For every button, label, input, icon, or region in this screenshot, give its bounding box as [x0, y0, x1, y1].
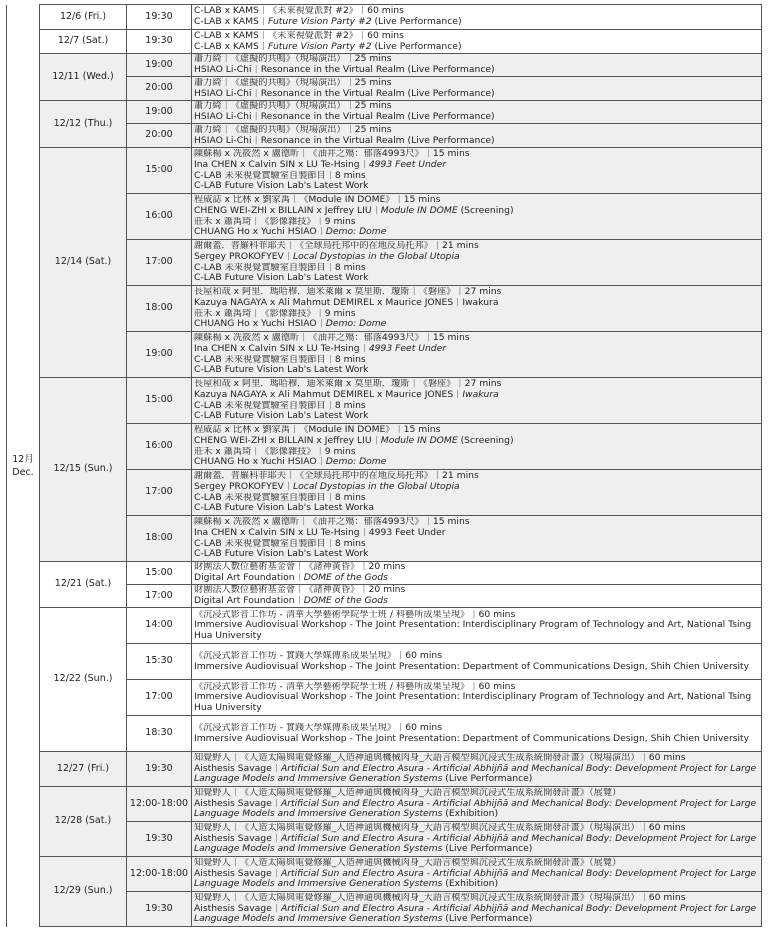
program-description	[192, 124, 762, 148]
program-title-italic: Artificial Sun and Electro Asura - Artificial Abhijñā and Mechanical Body: Development Project for Large	[280, 833, 757, 844]
program-text: C-LAB Future Vision Lab's Latest Work	[194, 549, 369, 560]
program-text: Kazuya NAGAYA x Ali Mahmut DEMIREL x Maurice JONES｜	[194, 389, 463, 400]
program-line	[194, 149, 759, 160]
program-line	[194, 411, 759, 422]
program-text: CHUANG Ho x Yuchi HSIAO｜	[194, 319, 326, 330]
program-line	[194, 101, 759, 112]
program-description	[192, 680, 762, 716]
time-cell: 17:00	[127, 240, 192, 286]
program-title-italic: Language Models and Immersive Generation Systems	[194, 844, 443, 855]
time-cell: 18:30	[127, 716, 192, 752]
program-description	[192, 752, 762, 787]
schedule-row	[7, 787, 762, 822]
schedule-row	[7, 30, 762, 54]
schedule-row	[7, 857, 762, 892]
program-text: CHENG WEI-ZHI x BILLAIN x Jeffrey LIU｜	[194, 205, 381, 216]
program-title-italic: Module IN DOME	[380, 435, 458, 446]
program-line	[194, 493, 759, 504]
program-line	[194, 273, 759, 284]
program-text: 程威誌 x 比林 x 劉家禹｜《Module IN DOME》｜15 mins	[194, 195, 441, 206]
time-cell: 15:00	[127, 562, 192, 585]
program-text: Digital Art Foundation｜	[194, 573, 304, 583]
program-line	[194, 379, 759, 390]
time-cell: 20:00	[127, 124, 192, 148]
program-text: HSIAO Li-Chi｜Resonance in the Virtual Realm (Live Performance)	[194, 88, 495, 99]
program-line	[194, 89, 759, 100]
program-line	[194, 620, 759, 641]
program-line	[194, 834, 759, 845]
program-description	[192, 787, 762, 822]
program-line	[194, 195, 759, 206]
program-text: C-LAB Future Vision Lab's Latest Work	[194, 273, 369, 284]
program-title-italic: Demo: Dome	[325, 319, 387, 330]
program-text: Aisthesis Savage｜	[194, 833, 281, 844]
program-line	[194, 893, 759, 904]
program-text: 莊禾 x 蕭禹琦｜《影像雜技》｜9 mins	[194, 216, 356, 227]
program-text: 《沉浸式影音工作坊 - 實踐大學媒傳系成果呈現》｜60 mins	[194, 650, 443, 661]
program-title-italic: Demo: Dome	[325, 457, 387, 468]
schedule-row	[7, 752, 762, 787]
program-text: 《沉浸式影音工作坊 - 清華大學藝術學院學士班 / 科藝所成果呈現》｜60 mins	[194, 609, 516, 620]
program-description	[192, 585, 762, 608]
program-text: 知覺野人｜《人造太陽與電覺修羅_人造神通與機械肉身_大語言模型與沉浸式生成系統開發計畫》（現場演出）｜60 mins	[194, 893, 686, 904]
time-cell: 15:00	[127, 378, 192, 424]
program-text: 長屋和哉 x 阿里．瑪哈穆．迪米萊爾 x 莫里斯．瓊斯｜《磐座》｜27 mins	[194, 287, 502, 298]
program-line	[194, 788, 759, 799]
program-line	[194, 206, 759, 217]
time-cell: 19:30	[127, 822, 192, 857]
schedule-row	[7, 378, 762, 424]
program-title-italic: 4993 Feet Under	[368, 343, 447, 354]
program-text: 財團法人數位藝術基金會｜《諸神黃昏》｜20 mins	[194, 585, 406, 596]
program-text: C-LAB 未來視覺實驗室自製節目｜8 mins	[194, 538, 366, 549]
program-text: C-LAB 未來視覺實驗室自製節目｜8 mins	[194, 492, 366, 503]
time-cell: 18:00	[127, 516, 192, 562]
program-line	[194, 651, 759, 662]
schedule-row	[7, 101, 762, 124]
program-text: Ina CHEN x Calvin SIN x LU Te-Hsing｜	[194, 343, 369, 354]
program-text: C-LAB Future Vision Lab's Latest Work	[194, 365, 369, 376]
program-text: (Screening)	[457, 205, 514, 216]
program-title-italic: Iwakura	[462, 389, 499, 400]
program-line	[194, 879, 759, 890]
program-line	[194, 471, 759, 482]
program-text: 知覺野人｜《人造太陽與電覺修羅_人造神通與機械肉身_大語言模型與沉浸式生成系統開發計畫》（展覽）	[194, 858, 622, 869]
program-text: C-LAB x KAMS｜《未來視覺派對 #2》｜60 mins	[194, 30, 404, 41]
program-line	[194, 252, 759, 263]
schedule-row	[7, 148, 762, 194]
program-description	[192, 5, 762, 30]
program-text: 謝爾蓋．普羅科菲耶夫｜《全球烏托邦中的在地反烏托邦》｜21 mins	[194, 471, 479, 482]
program-title-italic: Future Vision Party #2	[268, 17, 372, 27]
month-label-en: Dec.	[12, 466, 34, 478]
program-text: 知覺野人｜《人造太陽與電覺修羅_人造神通與機械肉身_大語言模型與沉浸式生成系統開發計畫》（展覽）	[194, 788, 622, 799]
program-line	[194, 692, 759, 713]
program-line	[194, 136, 759, 147]
date-cell: 12/12 (Thu.)	[40, 101, 127, 148]
program-line	[194, 764, 759, 775]
program-line	[194, 365, 759, 376]
time-cell: 15:00	[127, 148, 192, 194]
program-description	[192, 892, 762, 927]
program-line	[194, 482, 759, 493]
program-title-italic: Local Dystopias in the Global Utopia	[293, 481, 460, 492]
program-text: (Exhibition)	[442, 809, 499, 820]
program-line	[194, 447, 759, 458]
program-text: Kazuya NAGAYA x Ali Mahmut DEMIREL x Maurice JONES｜Iwakura	[194, 297, 499, 308]
program-line	[194, 401, 759, 412]
program-title-italic: Language Models and Immersive Generation Systems	[194, 914, 443, 925]
program-line	[194, 241, 759, 252]
program-text: HSIAO Li-Chi｜Resonance in the Virtual Realm (Live Performance)	[194, 65, 495, 75]
time-cell: 14:00	[127, 608, 192, 644]
program-text: 陳蘇楊 x 冼筱然 x 盧德昕｜《油井之殤：郁落4993尺》｜15 mins	[194, 517, 470, 528]
program-line	[194, 734, 759, 745]
program-text: CHUANG Ho x Yuchi HSIAO｜	[194, 457, 326, 468]
program-text: Immersive Audiovisual Workshop - The Joint Presentation: Interdisciplinary Program of Technology and Art, National Tsing Hua University	[194, 692, 752, 713]
date-cell: 12/22 (Sun.)	[40, 608, 127, 752]
time-cell: 17:00	[127, 680, 192, 716]
program-line	[194, 610, 759, 621]
program-text: 知覺野人｜《人造太陽與電覺修羅_人造神通與機械肉身_大語言模型與沉浸式生成系統開發計畫》（現場演出）｜60 mins	[194, 753, 686, 764]
program-description	[192, 30, 762, 54]
program-line	[194, 549, 759, 560]
program-text: CHUANG Ho x Yuchi HSIAO｜	[194, 227, 326, 238]
program-description	[192, 516, 762, 562]
program-description	[192, 470, 762, 516]
program-text: 長屋和哉 x 阿里．瑪哈穆．迪米萊爾 x 莫里斯．瓊斯｜《磐座》｜27 mins	[194, 379, 502, 390]
time-cell: 19:30	[127, 892, 192, 927]
program-line	[194, 585, 759, 596]
program-title-italic: Language Models and Immersive Generation Systems	[194, 879, 443, 890]
program-line	[194, 457, 759, 468]
program-text: 謝爾蓋．普羅科菲耶夫｜《全球烏托邦中的在地反烏托邦》｜21 mins	[194, 241, 479, 252]
program-text: C-LAB 未來視覺實驗室自製節目｜8 mins	[194, 170, 366, 181]
program-text: (Screening)	[457, 435, 514, 446]
program-text: CHENG WEI-ZHI x BILLAIN x Jeffrey LIU｜	[194, 435, 381, 446]
program-line	[194, 528, 759, 539]
program-title-italic: Language Models and Immersive Generation Systems	[194, 774, 443, 785]
date-cell: 12/15 (Sun.)	[40, 378, 127, 562]
program-line	[194, 112, 759, 123]
program-text: C-LAB 未來視覺實驗室自製節目｜8 mins	[194, 354, 366, 365]
program-text: C-LAB Future Vision Lab's Latest Work	[194, 181, 369, 192]
program-text: C-LAB 未來視覺實驗室自製節目｜8 mins	[194, 400, 366, 411]
program-title-italic: Artificial Sun and Electro Asura - Artificial Abhijñā and Mechanical Body: Development Project for Large	[280, 868, 757, 879]
month-cell	[7, 5, 40, 927]
program-line	[194, 54, 759, 65]
program-text: 蕭力綺｜《虛擬的共鳴》（現場演出）｜25 mins	[194, 54, 392, 65]
program-text: Immersive Audiovisual Workshop - The Joint Presentation: Department of Communications Design, Shih Chien University	[194, 661, 750, 672]
program-line	[194, 355, 759, 366]
program-text: 知覺野人｜《人造太陽與電覺修羅_人造神通與機械肉身_大語言模型與沉浸式生成系統開發計畫》（現場演出）｜60 mins	[194, 823, 686, 834]
program-line	[194, 809, 759, 820]
program-title-italic: Local Dystopias in the Global Utopia	[293, 251, 460, 262]
program-text: 《沉浸式影音工作坊 - 實踐大學媒傳系成果呈現》｜60 mins	[194, 722, 443, 733]
program-description	[192, 644, 762, 680]
time-cell: 18:00	[127, 286, 192, 332]
program-line	[194, 319, 759, 330]
program-description	[192, 716, 762, 752]
program-text: Aisthesis Savage｜	[194, 903, 281, 914]
program-text: 陳蘇楊 x 冼筱然 x 盧德昕｜《油井之殤：郁落4993尺》｜15 mins	[194, 333, 470, 344]
program-text: 陳蘇楊 x 冼筱然 x 盧德昕｜《油井之殤：郁落4993尺》｜15 mins	[194, 149, 470, 160]
program-text: C-LAB x KAMS｜	[194, 41, 269, 52]
program-line	[194, 436, 759, 447]
time-cell: 12:00-18:00	[127, 857, 192, 892]
time-cell: 19:30	[127, 30, 192, 54]
program-text: Ina CHEN x Calvin SIN x LU Te-Hsing｜4993 Feet Under	[194, 527, 446, 538]
program-line	[194, 344, 759, 355]
program-text: (Live Performance)	[442, 774, 533, 785]
program-text: Immersive Audiovisual Workshop - The Joint Presentation: Interdisciplinary Program of Technology and Art, National Tsing Hua University	[194, 620, 752, 641]
date-cell: 12/11 (Wed.)	[40, 54, 127, 101]
schedule-table	[6, 4, 762, 927]
month-label-zh: 12月	[12, 453, 34, 465]
time-cell: 19:00	[127, 332, 192, 378]
program-text: 《沉浸式影音工作坊 - 清華大學藝術學院學士班 / 科藝所成果呈現》｜60 mins	[194, 681, 516, 692]
time-cell: 12:00-18:00	[127, 787, 192, 822]
program-line	[194, 217, 759, 228]
program-title-italic: Future Vision Party #2	[268, 41, 372, 52]
schedule-row	[7, 54, 762, 77]
program-description	[192, 148, 762, 194]
program-line	[194, 17, 759, 28]
program-title-italic: DOME of the Gods	[303, 573, 388, 583]
program-text: (Live Performance)	[442, 914, 533, 925]
program-text: 財團法人數位藝術基金會｜《諸神黃昏》｜20 mins	[194, 562, 406, 573]
program-text: (Exhibition)	[442, 879, 499, 890]
program-text: 莊禾 x 蕭禹琦｜《影像雜技》｜9 mins	[194, 446, 356, 457]
program-line	[194, 171, 759, 182]
program-title-italic: 4993 Feet Under	[368, 159, 447, 170]
program-line	[194, 723, 759, 734]
program-title-italic: Demo: Dome	[325, 227, 387, 238]
program-line	[194, 287, 759, 298]
time-cell: 20:00	[127, 77, 192, 101]
program-text: HSIAO Li-Chi｜Resonance in the Virtual Realm (Live Performance)	[194, 135, 495, 146]
program-text: Aisthesis Savage｜	[194, 868, 281, 879]
program-line	[194, 160, 759, 171]
date-cell: 12/27 (Fri.)	[40, 752, 127, 787]
program-text: 蕭力綺｜《虛擬的共鳴》（現場演出）｜25 mins	[194, 124, 392, 135]
program-line	[194, 904, 759, 915]
program-description	[192, 857, 762, 892]
time-cell: 19:00	[127, 54, 192, 77]
program-text: 程威誌 x 比林 x 劉家禹｜《Module IN DOME》｜15 mins	[194, 425, 441, 436]
date-cell: 12/29 (Sun.)	[40, 857, 127, 927]
program-line	[194, 517, 759, 528]
program-title-italic: Artificial Sun and Electro Asura - Artificial Abhijñā and Mechanical Body: Development Project for Large	[280, 763, 757, 774]
program-text: Sergey PROKOFYEV｜	[194, 251, 294, 262]
program-text: 莊禾 x 蕭禹琦｜《影像雜技》｜9 mins	[194, 308, 356, 319]
program-text: (Live Performance)	[371, 41, 462, 52]
program-line	[194, 596, 759, 607]
program-line	[194, 503, 759, 514]
program-line	[194, 390, 759, 401]
schedule-row	[7, 5, 762, 30]
program-line	[194, 844, 759, 855]
program-description	[192, 332, 762, 378]
program-line	[194, 309, 759, 320]
program-title-italic: Artificial Sun and Electro Asura - Artificial Abhijñā and Mechanical Body: Development Project for Large	[280, 798, 757, 809]
schedule-row	[7, 608, 762, 644]
program-text: 蕭力綺｜《虛擬的共鳴》（現場演出）｜25 mins	[194, 77, 392, 88]
program-text: HSIAO Li-Chi｜Resonance in the Virtual Realm (Live Performance)	[194, 112, 495, 122]
program-line	[194, 858, 759, 869]
program-line	[194, 539, 759, 550]
program-description	[192, 54, 762, 77]
program-line	[194, 753, 759, 764]
program-line	[194, 914, 759, 925]
time-cell: 19:30	[127, 5, 192, 30]
program-line	[194, 425, 759, 436]
program-line	[194, 65, 759, 76]
program-text: C-LAB x KAMS｜	[194, 17, 269, 27]
program-line	[194, 227, 759, 238]
program-text: Aisthesis Savage｜	[194, 763, 281, 774]
program-description	[192, 194, 762, 240]
program-line	[194, 6, 759, 17]
time-cell: 19:00	[127, 101, 192, 124]
time-cell: 19:30	[127, 752, 192, 787]
program-line	[194, 774, 759, 785]
program-line	[194, 42, 759, 53]
program-description	[192, 77, 762, 101]
date-cell: 12/28 (Sat.)	[40, 787, 127, 857]
program-line	[194, 263, 759, 274]
program-line	[194, 333, 759, 344]
program-line	[194, 823, 759, 834]
program-title-italic: Artificial Sun and Electro Asura - Artificial Abhijñā and Mechanical Body: Development Project for Large	[280, 903, 757, 914]
program-line	[194, 31, 759, 42]
program-text: (Live Performance)	[371, 17, 462, 27]
program-text: Digital Art Foundation｜	[194, 596, 304, 606]
program-description	[192, 822, 762, 857]
program-line	[194, 78, 759, 89]
program-line	[194, 799, 759, 810]
program-description	[192, 608, 762, 644]
program-text: 蕭力綺｜《虛擬的共鳴》（現場演出）｜25 mins	[194, 101, 392, 112]
program-text: C-LAB Future Vision Lab's Latest Worka	[194, 503, 374, 514]
time-cell: 17:00	[127, 470, 192, 516]
program-text: Ina CHEN x Calvin SIN x LU Te-Hsing｜	[194, 159, 369, 170]
program-line	[194, 662, 759, 673]
program-text: (Live Performance)	[442, 844, 533, 855]
schedule-document	[6, 4, 762, 927]
program-description	[192, 424, 762, 470]
program-text: Immersive Audiovisual Workshop - The Joint Presentation: Department of Communications Design, Shih Chien University	[194, 733, 750, 744]
time-cell: 15:30	[127, 644, 192, 680]
date-cell: 12/21 (Sat.)	[40, 562, 127, 608]
program-line	[194, 869, 759, 880]
date-cell: 12/7 (Sat.)	[40, 30, 127, 54]
program-description	[192, 378, 762, 424]
time-cell: 16:00	[127, 194, 192, 240]
date-cell: 12/6 (Fri.)	[40, 5, 127, 30]
program-description	[192, 286, 762, 332]
date-cell: 12/14 (Sat.)	[40, 148, 127, 378]
program-line	[194, 181, 759, 192]
schedule-row	[7, 562, 762, 585]
program-line	[194, 125, 759, 136]
program-title-italic: DOME of the Gods	[303, 596, 388, 606]
program-title-italic: Module IN DOME	[380, 205, 458, 216]
program-description	[192, 101, 762, 124]
time-cell: 17:00	[127, 585, 192, 608]
program-text: C-LAB x KAMS｜《未來視覺派對 #2》｜60 mins	[194, 6, 404, 17]
program-description	[192, 240, 762, 286]
program-line	[194, 682, 759, 693]
program-line	[194, 573, 759, 584]
program-text: Aisthesis Savage｜	[194, 798, 281, 809]
program-line	[194, 562, 759, 573]
program-description	[192, 562, 762, 585]
program-title-italic: Language Models and Immersive Generation Systems	[194, 809, 443, 820]
program-text: C-LAB 未來視覺實驗室自製節目｜8 mins	[194, 262, 366, 273]
program-line	[194, 298, 759, 309]
program-text: C-LAB Future Vision Lab's Latest Work	[194, 411, 369, 422]
program-text: Sergey PROKOFYEV｜	[194, 481, 294, 492]
time-cell: 16:00	[127, 424, 192, 470]
